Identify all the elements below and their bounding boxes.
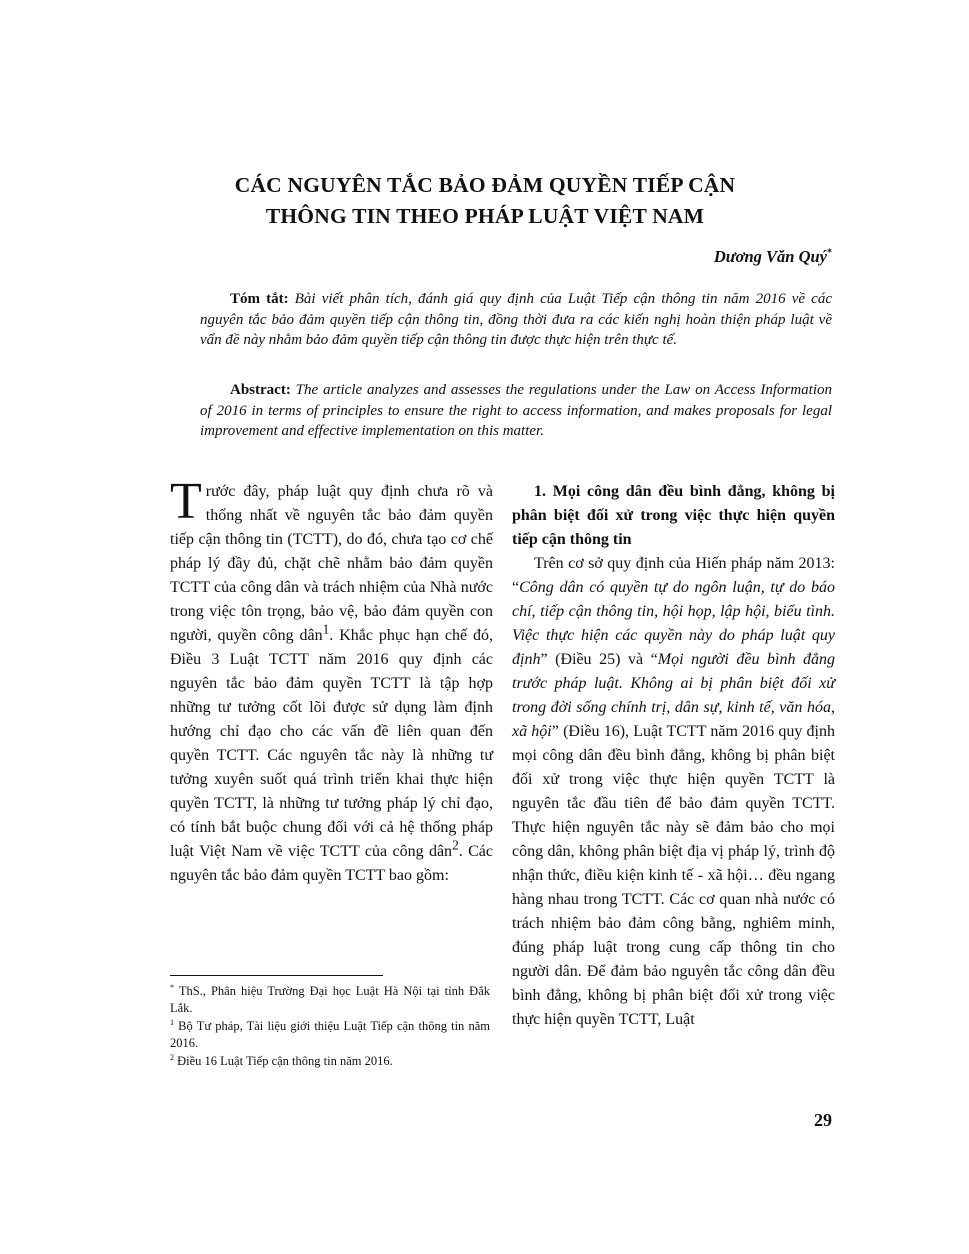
intro-text-2: . Khắc phục hạn chế đó, Điều 3 Luật TCTT năm 2016 quy định các nguyên tắc bảo đảm quyền TCTT là tập hợp những tư tưởng cốt lõi được sử dụng làm định hướng chỉ đạo cho các vấn đề liên quan đến quyền TCTT. Các nguyên tắc này là những tư tưởng xuyên suốt quá trình triển khai thực hiện quyền TCTT, là những tư tưởng pháp lý chỉ đạo, có tính bắt buộc chung đối với cả hệ thống pháp luật Việt Nam về việc TCTT của công dân	[170, 627, 493, 860]
footnote-mark: *	[170, 982, 174, 992]
author-name: Dương Văn Quý	[713, 247, 827, 266]
drop-cap: T	[170, 473, 202, 530]
intro-text-1: rước đây, pháp luật quy định chưa rõ và thống nhất về nguyên tắc bảo đảm quyền tiếp cận thông tin (TCTT), do đó, chưa tạo cơ chế pháp lý đầy đủ, chặt chẽ nhằm bảo đảm quyền TCTT của công dân và trách nhiệm của Nhà nước trong việc tôn trọng, bảo vệ, bảo đảm quyền con người, quyền công dân	[170, 483, 493, 644]
constitution-quote-1: Công dân có quyền tự do ngôn luận, tự do báo chí, tiếp cận thông tin, hội họp, lập hội, biểu tình. Việc thực hiện các quyền này do pháp luật quy định	[512, 579, 835, 668]
abstract-english	[200, 380, 832, 442]
footnote-divider	[170, 975, 383, 976]
intro-text-3: . Các nguyên tắc bảo đảm quyền TCTT bao gồm:	[170, 843, 493, 884]
footnote-mark: 2	[170, 1052, 174, 1062]
footnote-text: Bộ Tư pháp, Tài liệu giới thiệu Luật Tiếp cận thông tin năm 2016.	[170, 1019, 490, 1050]
footnote-ref-1: 1	[322, 621, 330, 637]
intro-paragraph	[170, 473, 493, 888]
footnote-1	[170, 1018, 490, 1052]
section-1-paragraph	[512, 552, 835, 1032]
summary-label: Tóm tắt:	[230, 291, 289, 307]
footnote-2	[170, 1053, 490, 1070]
title-line-2: THÔNG TIN THEO PHÁP LUẬT VIỆT NAM	[265, 204, 705, 228]
section-1-text-2: ” (Điều 25) và “	[540, 651, 658, 668]
article-title	[130, 170, 840, 232]
abstract-text: The article analyzes and assesses the regulations under the Law on Access Information of 2016 in terms of principles to ensure the right to access information, and makes proposals for legal improvement and effective implementation on this matter.	[200, 382, 833, 439]
footnote-ref-2: 2	[452, 837, 459, 853]
left-column	[170, 473, 493, 888]
footnote-mark: 1	[170, 1017, 174, 1027]
footnote-author	[170, 983, 490, 1017]
section-1-text-3: ” (Điều 16), Luật TCTT năm 2016 quy định mọi công dân đều bình đẳng, không bị phân biệt đối xử trong việc thực hiện quyền TCTT là nguyên tắc đầu tiên để bảo đảm quyền TCTT. Thực hiện nguyên tắc này sẽ đảm bảo cho mọi công dân, không phân biệt địa vị pháp lý, trình độ nhận thức, điều kiện kinh tế - xã hội… đều ngang hàng nhau trong TCTT. Các cơ quan nhà nước có trách nhiệm bảo đảm công bằng, nghiêm minh, đúng pháp luật trong cung cấp thông tin cho người dân. Để đảm bảo nguyên tắc công dân đều bình đẳng, không bị phân biệt đối xử trong việc thực hiện quyền TCTT, Luật	[512, 723, 836, 1028]
footnotes	[170, 983, 490, 1071]
author-byline	[714, 247, 832, 267]
title-line-1: CÁC NGUYÊN TẮC BẢO ĐẢM QUYỀN TIẾP CẬN	[234, 173, 736, 197]
abstract-label: Abstract:	[230, 382, 291, 398]
right-column	[512, 480, 835, 1032]
author-footnote-mark: *	[827, 247, 832, 259]
summary-vietnamese	[200, 289, 832, 351]
footnote-text: ThS., Phân hiệu Trường Đại học Luật Hà Nội tại tỉnh Đắk Lắk.	[170, 984, 490, 1015]
footnote-text: Điều 16 Luật Tiếp cận thông tin năm 2016.	[174, 1054, 393, 1068]
summary-text: Bài viết phân tích, đánh giá quy định của Luật Tiếp cận thông tin năm 2016 về các nguyên tắc bảo đảm quyền tiếp cận thông tin, đồng thời đưa ra các kiến nghị hoàn thiện pháp luật về vấn đề này nhằm bảo đảm quyền tiếp cận thông tin được thực hiện trên thực tế.	[200, 291, 832, 348]
constitution-quote-2: Mọi người đều bình đẳng trước pháp luật. Không ai bị phân biệt đối xử trong đời sống chính trị, dân sự, kinh tế, văn hóa, xã hội	[512, 651, 836, 740]
section-heading-1: 1. Mọi công dân đều bình đẳng, không bị phân biệt đối xử trong việc thực hiện quyền tiếp cận thông tin	[512, 483, 835, 548]
section-1-text-1: Trên cơ sở quy định của Hiến pháp năm 2013: “	[512, 555, 835, 596]
page-number: 29	[814, 1110, 832, 1130]
